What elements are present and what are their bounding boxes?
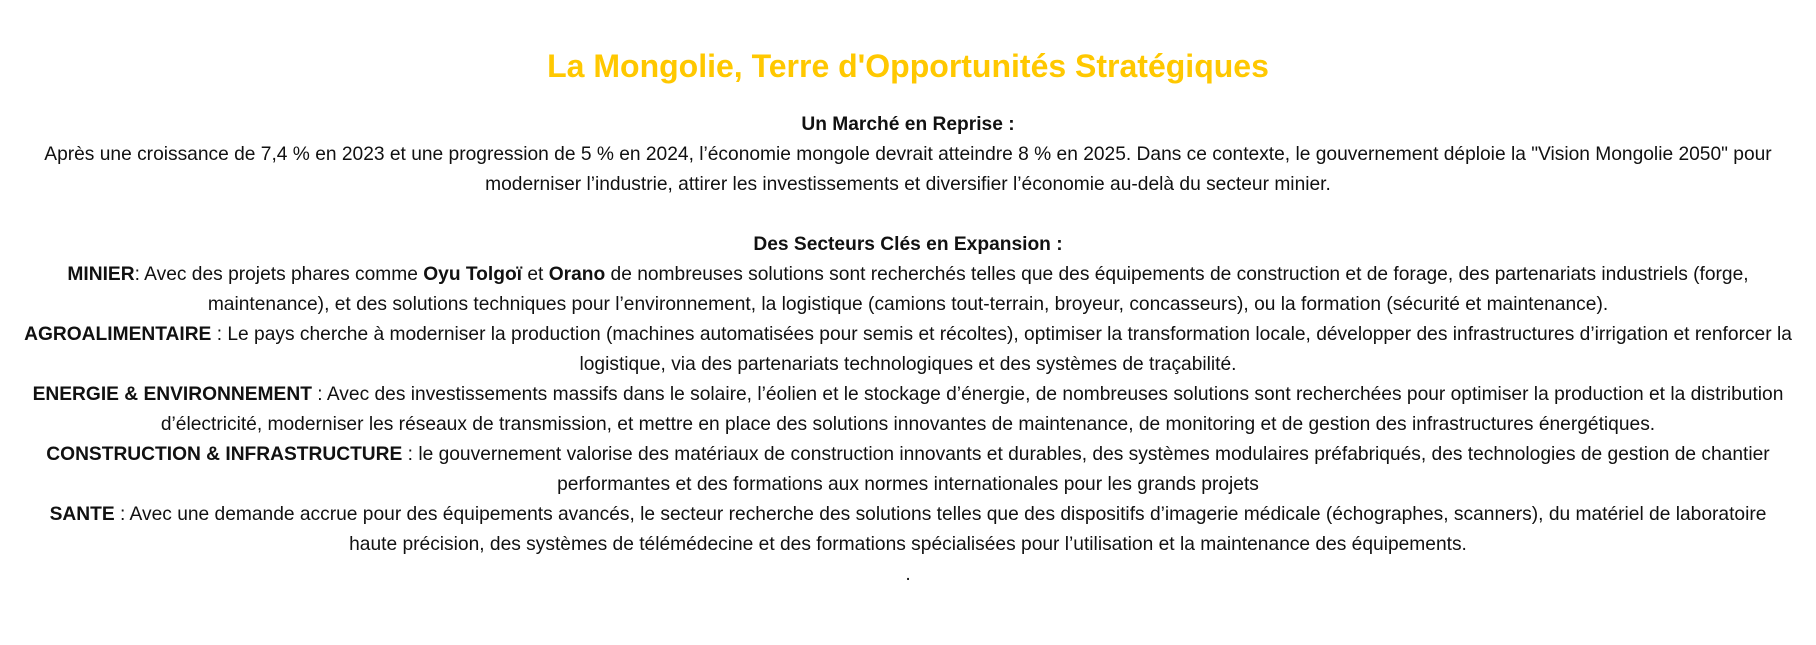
sector-minier-text-b: et xyxy=(522,264,549,285)
sector-energie xyxy=(23,380,1793,440)
sector-minier-text-c: de nombreuses solutions sont recherchés telles que des équipements de construction et de forage, des partenariats industriels (forge, maintenance), et des solutions techniques pour l’environnement, la logistique (camions tout-terrain, broyeur, concasseurs), ou la formation (sécurité et maintenance). xyxy=(207,264,1749,315)
market-section xyxy=(23,110,1793,200)
sector-minier-text-a: : Avec des projets phares comme xyxy=(134,264,424,285)
sector-agro-text: : Le pays cherche à moderniser la production (machines automatisées pour semis et récoltes), optimiser la transformation locale, développer des infrastructures d’irrigation et renforcer la logistique, via des partenariats technologiques et des systèmes de traçabilité. xyxy=(211,324,1792,375)
sector-agroalimentaire xyxy=(23,320,1793,380)
project-oyu-tolgoi: Oyu Tolgoï xyxy=(423,264,523,285)
sector-energie-text: : Avec des investissements massifs dans le solaire, l’éolien et le stockage d’énergie, de nombreuses solutions sont recherchées pour optimiser la production et la distribution d’électricité, moderniser les réseaux de transmission, et mettre en place des solutions innovantes de maintenance, de monitoring et de gestion des infrastructures énergétiques. xyxy=(160,384,1784,435)
sector-sante-label: SANTE xyxy=(49,504,115,525)
sector-sante xyxy=(23,500,1793,560)
sector-minier xyxy=(23,260,1793,320)
sectors-section xyxy=(23,230,1793,560)
sector-agro-label: AGROALIMENTAIRE xyxy=(24,324,212,345)
sector-minier-label: MINIER xyxy=(67,264,135,285)
project-orano: Orano xyxy=(548,264,606,285)
sectors-heading: Des Secteurs Clés en Expansion : xyxy=(753,234,1063,255)
market-heading: Un Marché en Reprise : xyxy=(801,114,1015,135)
sector-sante-text: : Avec une demande accrue pour des équipements avancés, le secteur recherche des solutions telles que des dispositifs d’imagerie médicale (échographes, scanners), du matériel de laboratoire haute précision, des systèmes de télémédecine et des formations spécialisées pour l’utilisation et la maintenance des équipements. xyxy=(114,504,1767,555)
page-content xyxy=(23,0,1793,590)
market-paragraph: Après une croissance de 7,4 % en 2023 et une progression de 5 % en 2024, l’économie mongole devrait atteindre 8 % en 2025. Dans ce contexte, le gouvernement déploie la "Vision Mongolie 2050" pour moderniser l’industrie, attirer les investissements et diversifier l’économie au-delà du secteur minier. xyxy=(44,144,1772,195)
sector-energie-label: ENERGIE & ENVIRONNEMENT xyxy=(32,384,312,405)
sector-construction xyxy=(23,440,1793,500)
section-spacer xyxy=(23,200,1793,230)
trailing-dot: . xyxy=(905,564,911,585)
sector-construction-text: : le gouvernement valorise des matériaux de construction innovants et durables, des systèmes modulaires préfabriqués, des technologies de gestion de chantier performantes et des formations aux normes internationales pour les grands projets xyxy=(402,444,1770,495)
page-title: La Mongolie, Terre d'Opportunités Stratégiques xyxy=(547,48,1269,84)
sector-construction-label: CONSTRUCTION & INFRASTRUCTURE xyxy=(46,444,403,465)
